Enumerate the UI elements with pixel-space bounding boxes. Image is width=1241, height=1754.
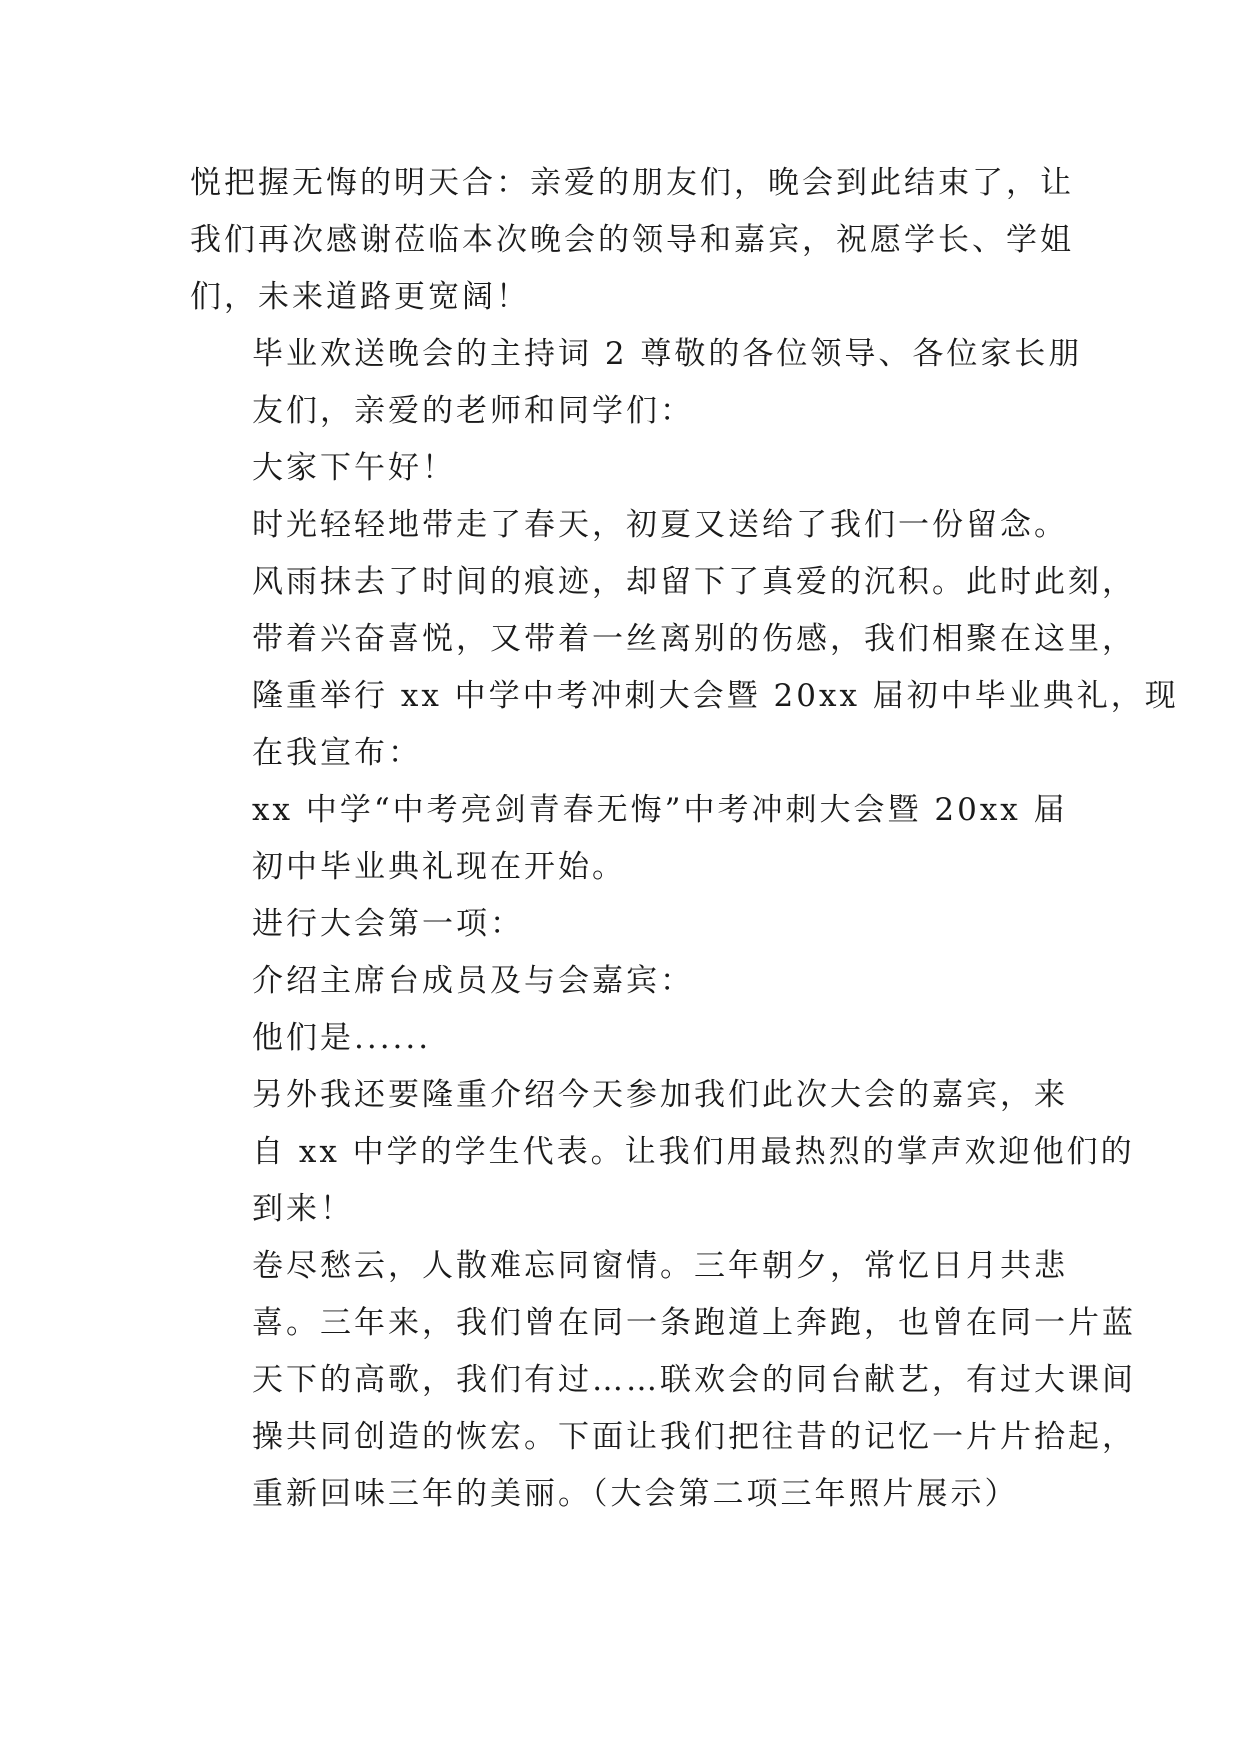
text-line: xx 中学“中考亮剑青春无悔”中考冲刺大会暨 20xx 届 [252, 792, 1068, 828]
text-line: 毕业欢送晚会的主持词 2 尊敬的各位领导、各位家长朋 [252, 336, 1083, 372]
text-line: 隆重举行 xx 中学中考冲刺大会暨 20xx 届初中毕业典礼，现 [252, 678, 1179, 714]
text-line: 们，未来道路更宽阔！ [190, 279, 530, 315]
text-line: 喜。三年来，我们曾在同一条跑道上奔跑，也曾在同一片蓝 [252, 1305, 1136, 1341]
paragraph-closing-remarks [190, 155, 1074, 326]
text-line: 带着兴奋喜悦，又带着一丝离别的伤感，我们相聚在这里， [252, 621, 1136, 657]
paragraph-introduce-guests [190, 953, 1052, 1010]
text-line: 初中毕业典礼现在开始。 [252, 849, 626, 885]
text-line: 自 xx 中学的学生代表。让我们用最热烈的掌声欢迎他们的 [252, 1134, 1135, 1170]
paragraph-announcement [190, 782, 1068, 896]
text-line: 悦把握无悔的明天合：亲爱的朋友们，晚会到此结束了，让 [190, 165, 1074, 201]
text-line: 时光轻轻地带走了春天，初夏又送给了我们一份留念。 [252, 507, 1068, 543]
text-line: 风雨抹去了时间的痕迹，却留下了真爱的沉积。此时此刻， [252, 564, 1136, 600]
text-line: 他们是...... [252, 1020, 432, 1056]
text-line: 进行大会第一项： [252, 906, 524, 942]
paragraph-student-representatives [190, 1067, 1135, 1238]
text-line: 卷尽愁云，人散难忘同窗情。三年朝夕，常忆日月共悲 [252, 1248, 1068, 1284]
text-line: 到来！ [252, 1191, 354, 1227]
text-line: 天下的高歌，我们有过……联欢会的同台献艺，有过大课间 [252, 1362, 1136, 1398]
paragraph-three-years-memories [190, 1238, 1136, 1523]
text-line: 友们，亲爱的老师和同学们： [252, 393, 694, 429]
paragraph-agenda-item-1 [190, 896, 1052, 953]
paragraph-speech-2-greeting [190, 326, 1083, 440]
text-line: 操共同创造的恢宏。下面让我们把往昔的记忆一片片拾起， [252, 1419, 1136, 1455]
paragraph-they-are [190, 1010, 1052, 1067]
text-line: 大家下午好！ [252, 450, 456, 486]
text-line: 介绍主席台成员及与会嘉宾： [252, 963, 694, 999]
paragraph-good-afternoon [190, 440, 1052, 497]
text-line: 在我宣布： [252, 735, 422, 771]
document-body [190, 155, 1179, 1523]
text-line: 我们再次感谢莅临本次晚会的领导和嘉宾，祝愿学长、学姐 [190, 222, 1074, 258]
text-line: 另外我还要隆重介绍今天参加我们此次大会的嘉宾，来 [252, 1077, 1068, 1113]
text-line: 重新回味三年的美丽。（大会第二项三年照片展示） [252, 1476, 1019, 1512]
paragraph-opening [190, 497, 1179, 782]
